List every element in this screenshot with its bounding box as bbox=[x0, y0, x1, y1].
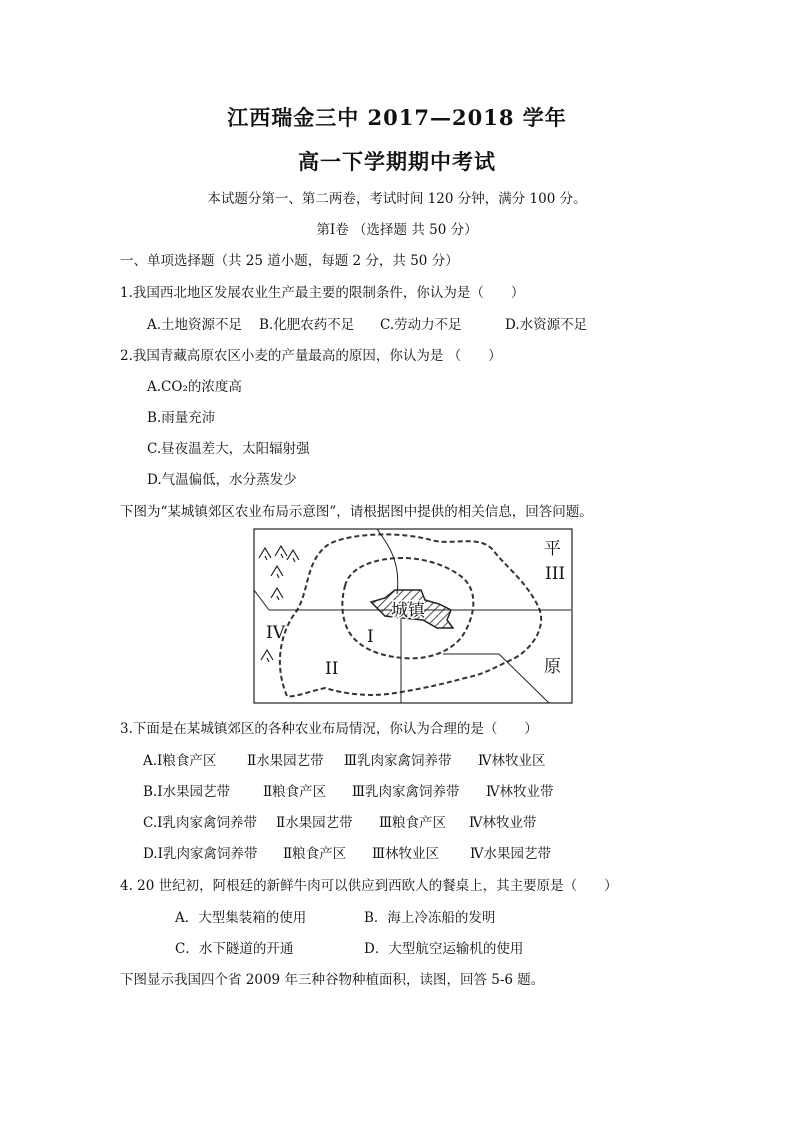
map-town-label: 城镇 bbox=[391, 601, 425, 621]
map-plain-label-2: 原 bbox=[544, 657, 561, 677]
q1-option-d: D.水资源不足 bbox=[505, 317, 588, 333]
section-heading: 一、单项选择题（共 25 道小题，每题 2 分，共 50 分） bbox=[120, 253, 459, 269]
q3-option-a-zone2: Ⅱ水果园艺带 bbox=[247, 753, 324, 769]
q1-option-b: B.化肥农药不足 bbox=[259, 317, 355, 333]
q3-option-c-zone4: Ⅳ林牧业带 bbox=[469, 815, 537, 831]
q2-option-c: C.昼夜温差大，太阳辐射强 bbox=[147, 441, 310, 457]
map-zone-1-label: I bbox=[367, 627, 374, 647]
q3-option-d-zone1: D.Ⅰ乳肉家禽饲养带 bbox=[143, 846, 258, 862]
q3-option-b-zone1: B.Ⅰ水果园艺带 bbox=[143, 784, 231, 800]
west-line-kink bbox=[254, 590, 269, 610]
exam-title-line2: 高一下学期期中考试 bbox=[298, 149, 496, 174]
question-2-stem: 2.我国青藏高原农区小麦的产量最高的原因，你认为是 （ ） bbox=[120, 348, 502, 364]
q3-option-d-zone2: Ⅱ粮食产区 bbox=[283, 846, 347, 862]
map-zone-4-label: IV bbox=[266, 623, 285, 643]
q4-option-a: A．大型集装箱的使用 bbox=[175, 910, 307, 926]
q3-option-a-zone3: Ⅲ乳肉家禽饲养带 bbox=[344, 753, 452, 769]
volume-heading: 第Ⅰ卷 （选择题 共 50 分） bbox=[316, 222, 478, 238]
q2-option-a: A.CO₂的浓度高 bbox=[147, 379, 242, 395]
q3-option-b-zone3: Ⅲ乳肉家禽饲养带 bbox=[352, 784, 460, 800]
southeast-road bbox=[443, 654, 549, 703]
q3-option-a-zone4: Ⅳ林牧业区 bbox=[478, 753, 546, 769]
map-zone-2-label: II bbox=[325, 659, 339, 679]
question-4-stem: 4. 20 世纪初，阿根廷的新鲜牛肉可以供应到西欧人的餐桌上，其主要原是（ ） bbox=[120, 878, 618, 894]
q3-option-c-zone2: Ⅱ水果园艺带 bbox=[276, 815, 353, 831]
question-3-stem: 3.下面是在某城镇郊区的各种农业布局情况，你认为合理的是（ ） bbox=[120, 721, 538, 737]
q1-option-c: C.劳动力不足 bbox=[380, 317, 462, 333]
q3-option-b-zone4: Ⅳ林牧业带 bbox=[486, 784, 554, 800]
exam-title-line1: 江西瑞金三中 2017—2018 学年 bbox=[227, 105, 567, 130]
q4-option-c: C．水下隧道的开通 bbox=[175, 941, 294, 957]
agriculture-layout-map bbox=[253, 528, 573, 704]
q2-option-d: D.气温偏低，水分蒸发少 bbox=[147, 472, 297, 488]
q3-option-d-zone4: Ⅳ水果园艺带 bbox=[470, 846, 551, 862]
q3-option-c-zone1: C.Ⅰ乳肉家禽饲养带 bbox=[143, 815, 257, 831]
q2-option-b: B.雨量充沛 bbox=[147, 410, 216, 426]
q3-option-c-zone3: Ⅲ粮食产区 bbox=[379, 815, 447, 831]
q4-option-b: B．海上冷冻船的发明 bbox=[364, 910, 496, 926]
chart-intro-text: 下图显示我国四个省 2009 年三种谷物种植面积，读图，回答 5-6 题。 bbox=[120, 972, 545, 988]
exam-intro: 本试题分第一、第二两卷，考试时间 120 分钟，满分 100 分。 bbox=[207, 191, 587, 207]
map-plain-label-1: 平 bbox=[544, 539, 561, 559]
q4-option-d: D．大型航空运输机的使用 bbox=[364, 941, 524, 957]
q3-option-d-zone3: Ⅲ林牧业区 bbox=[372, 846, 440, 862]
river-curve bbox=[377, 529, 398, 594]
question-1-stem: 1.我国西北地区发展农业生产最主要的限制条件，你认为是（ ） bbox=[120, 285, 525, 301]
map-intro-text: 下图为“某城镇郊区农业布局示意图”，请根据图中提供的相关信息，回答问题。 bbox=[120, 504, 593, 520]
q3-option-b-zone2: Ⅱ粮食产区 bbox=[263, 784, 327, 800]
q1-option-a: A.土地资源不足 bbox=[147, 317, 243, 333]
map-zone-3-label: III bbox=[545, 564, 566, 584]
q3-option-a-zone1: A.Ⅰ粮食产区 bbox=[143, 753, 217, 769]
